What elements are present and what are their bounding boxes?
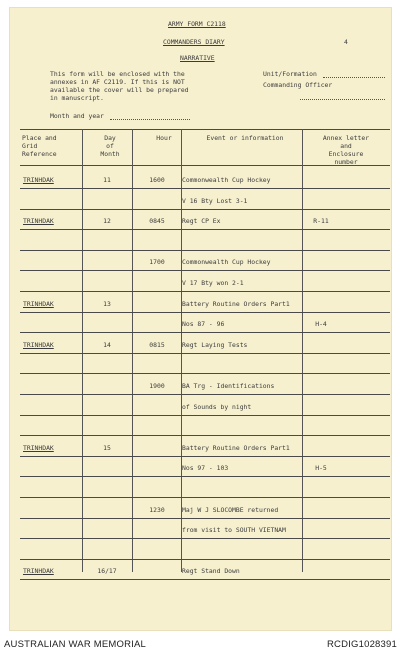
row-rule [20,209,390,210]
row-rule [20,353,390,354]
row-annex: H-4 [315,320,327,329]
row-rule [20,250,390,251]
row-place: TRINHDAK [23,176,54,184]
row-rule [20,312,390,313]
col-divider-1 [82,129,83,572]
row-event: Commonwealth Cup Hockey [182,176,271,184]
row-event: from visit to SOUTH VIETNAM [182,526,286,535]
row-day: 15 [103,443,111,452]
row-event: Nos 97 - 103 [182,464,229,473]
row-hour: 1600 [149,176,165,184]
commanding-officer-label: Commanding Officer [263,81,333,89]
row-day: 16/17 [97,567,117,576]
instruction-line-1: This form will be enclosed with the [50,70,185,78]
row-day: 13 [103,299,111,308]
col-divider-4 [302,129,303,572]
row-rule [20,229,390,230]
row-event: Regt Laying Tests [182,340,248,349]
row-rule [20,188,390,189]
row-event: Nos 87 - 96 [182,320,225,329]
row-rule [20,559,390,560]
row-hour: 1700 [149,258,165,267]
unit-formation-label: Unit/Formation [263,70,317,78]
footer-archive: AUSTRALIAN WAR MEMORIAL [4,639,147,650]
row-rule [20,270,390,271]
row-hour: 0845 [149,217,165,226]
row-event: BA Trg - Identifications [182,382,275,390]
row-day: 12 [103,217,111,226]
row-rule [20,394,390,395]
instruction-line-4: in manuscript. [50,94,104,102]
row-hour: 0815 [149,340,165,349]
row-event: Battery Routine Orders Part1 [182,443,290,452]
row-annex: R-11 [313,217,329,226]
header-place: Place and Grid Reference [22,134,57,158]
diary-page [10,8,391,630]
page-number: 4 [344,38,348,46]
row-event: V 17 Bty won 2-1 [182,279,244,287]
commanding-officer-field [300,99,385,100]
row-rule [20,415,390,416]
row-rule [20,538,390,539]
row-rule [20,373,390,374]
row-rule [20,476,390,477]
row-event: Regt CP Ex [182,217,221,226]
header-day: Day of Month [100,134,120,158]
instruction-line-2: annexes in AF C2119. If this is NOT [50,78,185,86]
row-event: Battery Routine Orders Part1 [182,299,290,308]
row-event: Regt Stand Down [182,567,240,576]
header-annex: Annex letter and Enclosure number [322,134,370,166]
row-rule [20,518,390,519]
unit-formation-field [323,77,385,78]
row-event: of Sounds by night [182,402,252,411]
instruction-line-3: available the cover will be prepared [50,86,189,94]
row-hour: 1900 [149,382,165,390]
row-rule [20,291,390,292]
row-day: 14 [103,340,111,349]
month-year-label: Month and year [50,112,104,120]
row-event: V 16 Bty Lost 3-1 [182,196,248,205]
header-hour: Hour [156,134,172,142]
row-place: TRINHDAK [23,443,54,452]
row-rule [20,497,390,498]
row-hour: 1230 [149,505,165,514]
row-day: 11 [103,176,111,184]
month-year-field [110,119,190,120]
form-title: ARMY FORM C2118 [168,20,226,28]
row-place: TRINHDAK [23,340,54,349]
header-event: Event or information [206,134,284,142]
form-subtitle: COMMANDERS DIARY [163,38,225,46]
row-place: TRINHDAK [23,567,54,576]
row-event: Maj W J SLOCOMBE returned [182,505,279,514]
row-event: Commonwealth Cup Hockey [182,258,271,267]
row-rule [20,579,390,580]
col-divider-2 [132,129,133,572]
row-rule [20,332,390,333]
table-top-rule [20,129,390,130]
row-rule [20,435,390,436]
footer-reference: RCDIG1028391 [327,639,397,650]
section-title: NARRATIVE [180,54,215,62]
row-place: TRINHDAK [23,299,54,308]
row-rule [20,456,390,457]
row-annex: H-5 [315,464,327,473]
row-place: TRINHDAK [23,217,54,226]
